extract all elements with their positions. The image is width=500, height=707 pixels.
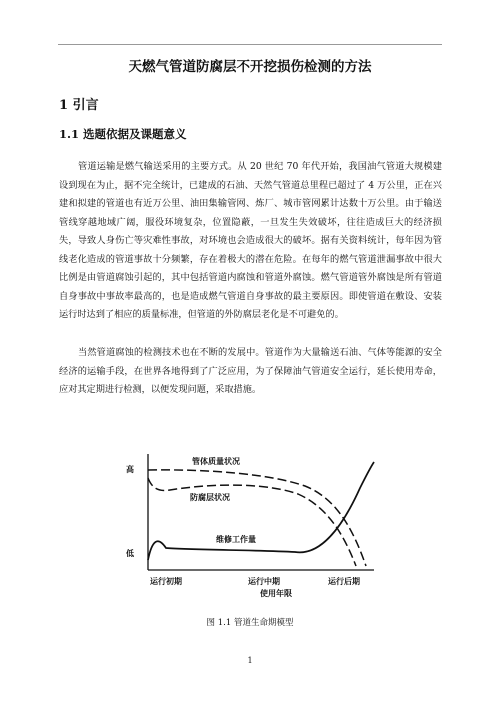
pipe-quality-curve — [148, 470, 366, 566]
subsection-heading: 1.1 选题依据及课题意义 — [59, 127, 187, 141]
body-paragraph-2: 当然管道腐蚀的检测技术也在不断的发展中。管道作为大量输送石油、气体等能源的安全经济的运输手段，在世界各地得到了广泛应用，为了保障油气管道安全运行，延长使用寿命，应对其定期进行检测，以便发现问题，采取措施。 — [59, 347, 442, 395]
x-label-late: 运行后期 — [328, 577, 360, 586]
figure-caption: 图 1.1 管道生命期模型 — [206, 618, 294, 628]
pipeline-lifecycle-figure — [120, 448, 380, 598]
body-paragraph-1: 管道运输是燃气输送采用的主要方式。从 20 世纪 70 年代开始，我国油气管道大规模建设到现在为止，据不完全统计，已建成的石油、天然气管道总里程已超过了 4 万公里，正在兴建和拟建的管道也有近万公里、油田集输管网、炼厂、城市管网累计达数十万公里。由于输送管线穿越地域广阔，服役环境复杂，位置隐蔽，一旦发生失效破坏，往往造成巨大的经济损失，导致人身伤亡等灾难性事故，对环境也会造成很大的破坏。据有关资料统计，每年因为管线老化造成的管道事故十分频繁，存在着极大的潜在危险。在每年的燃气管道泄漏事故中很大比例是由管道腐蚀引起的，其中包括管道内腐蚀和管道外腐蚀。燃气管道管外腐蚀是所有管道自身事故中事故率最高的，也是造成燃气管道自身事故的最主要原因。即使管道在敷设、安装运行时达到了相应的质量标准，但管道的外防腐层老化是不可避免的。 — [59, 161, 442, 320]
x-label-early: 运行初期 — [150, 577, 182, 586]
maintenance-label: 维修工作量 — [216, 535, 256, 544]
maintenance-curve — [148, 462, 374, 560]
x-label-middle: 运行中期 — [248, 577, 280, 586]
x-axis-title: 使用年限 — [260, 589, 292, 598]
coating-label: 防腐层状况 — [190, 493, 230, 502]
page-number: 1 — [247, 656, 253, 665]
y-axis-low-label: 低 — [126, 549, 134, 558]
coating-curve — [148, 478, 356, 566]
page-title: 天燃气管道防腐层不开挖损伤检测的方法 — [128, 59, 372, 75]
header-rule — [58, 44, 442, 45]
y-axis-high-label: 高 — [126, 465, 134, 474]
section-heading: 1 引言 — [59, 98, 99, 113]
pipe-quality-label: 管体质量状况 — [192, 457, 240, 466]
